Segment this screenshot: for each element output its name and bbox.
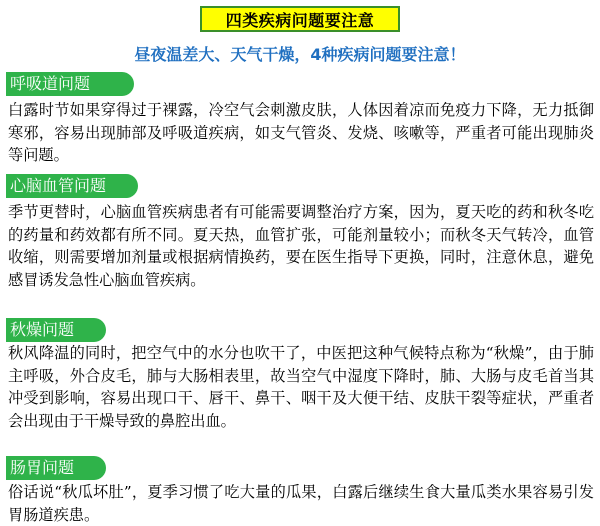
section-body-gastrointestinal: 俗话说“秋瓜坏肚”，夏季习惯了吃大量的瓜果，白露后继续生食大量瓜类水果容易引发胃肠道疾患。 [8,483,594,524]
section-heading-respiratory: 呼吸道问题 [6,72,134,96]
page-title: 四类疾病问题要注意 [200,6,400,32]
section-heading-gastrointestinal: 肠胃问题 [6,456,106,480]
section-heading-cardiovascular: 心脑血管问题 [6,174,138,198]
page-subtitle: 昼夜温差大、天气干燥，4种疾病问题要注意！ [134,45,466,64]
section-body-autumn-dryness: 秋风降温的同时，把空气中的水分也吹干了，中医把这种气候特点称为“秋燥”，由于肺主呼吸，外合皮毛，肺与大肠相表里，故当空气中湿度下降时，肺、大肠与皮毛首当其冲受到影响，容易出现口干、唇干、鼻干、咽干及大便干结、皮肤干裂等症状，严重者会出现由于干燥导致的鼻腔出血。 [8,344,594,430]
section-body-cardiovascular: 季节更替时，心脑血管疾病患者有可能需要调整治疗方案，因为，夏天吃的药和秋冬吃的药量和药效都有所不同。夏天热，血管扩张，可能剂量较小；而秋冬天气转冷，血管收缩，则需要增加剂量或根据病情换药，要在医生指导下更换，同时，注意休息，避免感冒诱发急性心脑血管疾病。 [8,203,594,289]
section-heading-autumn-dryness: 秋燥问题 [6,318,106,342]
section-body-respiratory: 白露时节如果穿得过于裸露，冷空气会刺激皮肤，人体因着凉而免疫力下降，无力抵御寒邪，容易出现肺部及呼吸道疾病，如支气管炎、发烧、咳嗽等，严重者可能出现肺炎等问题。 [8,101,594,164]
